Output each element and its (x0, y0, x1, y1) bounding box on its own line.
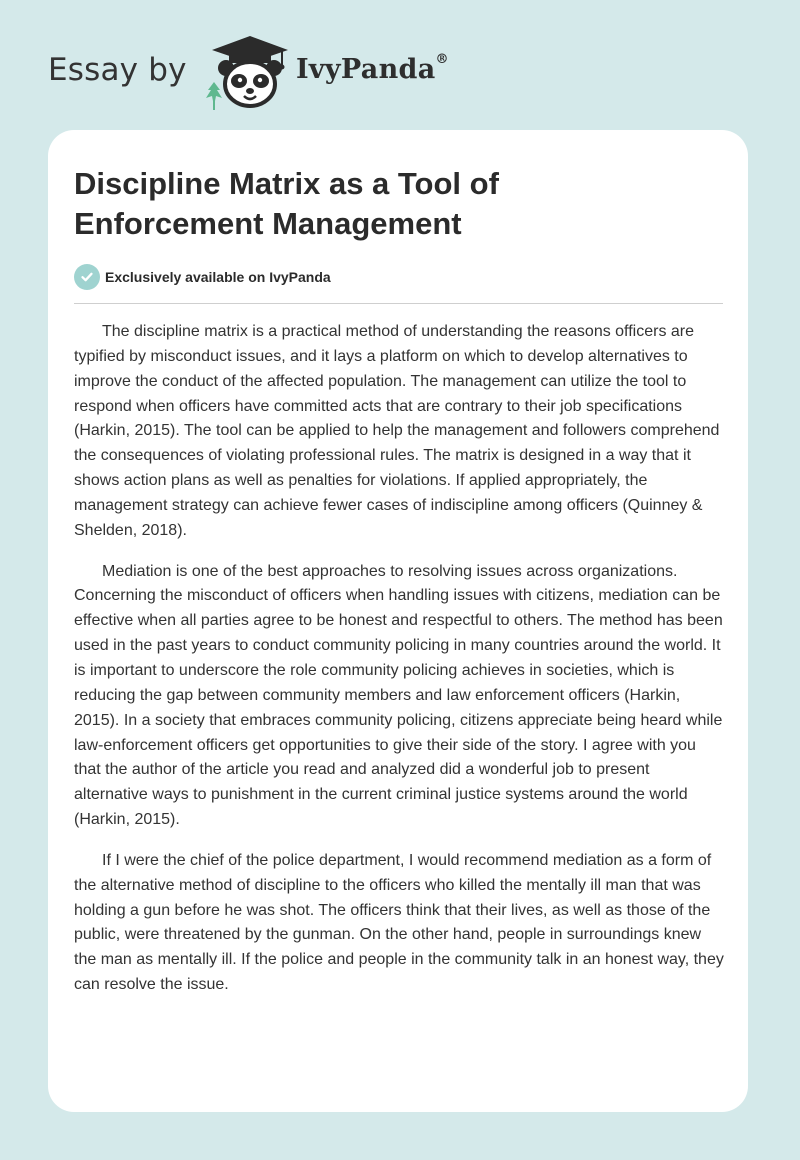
paragraph: Mediation is one of the best approaches to resolving issues across organizations. Concerning the misconduct of officers when handling issues with citizens, mediation can be effective when all parties agree to be honest and respectful to others. The method has been used in the past years to conduct community policing in many countries around the world. It is important to underscore the role community policing achieves in societies, which is reducing the gap between community members and law enforcement officers (Harkin, 2015). In a society that embraces community policing, citizens appreciate being heard while law-enforcement officers get opportunities to give their side of the story. I agree with you that the author of the article you read and analyzed did a wonderful job to present alternative ways to punishment in the current criminal justice systems around the world (Harkin, 2015). (74, 562, 723, 829)
brand-name[interactable] (296, 54, 449, 85)
exclusive-badge (74, 264, 331, 290)
trademark-symbol: ® (435, 52, 449, 67)
essay-body (74, 320, 724, 1014)
check-circle-icon (74, 264, 100, 290)
brand-label: IvyPanda (296, 54, 436, 85)
essay-card (48, 130, 748, 1112)
exclusive-badge-label: Exclusively available on IvyPanda (105, 269, 331, 285)
site-header (48, 30, 508, 110)
panda-graduate-icon[interactable] (202, 34, 298, 110)
essay-by-label: Essay by (48, 52, 187, 88)
divider (74, 303, 723, 304)
paragraph: If I were the chief of the police department, I would recommend mediation as a form of the alternative method of discipline to the officers who killed the mentally ill man that was holding a gun before he was shot. The officers think that their lives, as well as those of the public, were threatened by the gunman. On the other hand, people in surroundings knew the man as mentally ill. If the police and people in the community talk in an honest way, they can resolve the issue. (74, 851, 724, 994)
paragraph: The discipline matrix is a practical method of understanding the reasons officers are typified by misconduct issues, and it lays a platform on which to develop alternatives to improve the conduct of the affected population. The management can utilize the tool to respond when officers have committed acts that are contrary to their job specifications (Harkin, 2015). The tool can be applied to help the management and followers comprehend the consequences of violating professional rules. The matrix is designed in a way that it shows action plans as well as penalties for violations. If applied appropriately, the management strategy can achieve fewer cases of indiscipline among officers (Quinney & Shelden, 2018). (74, 323, 720, 539)
page-title: Discipline Matrix as a Tool of Enforcement Management (74, 166, 499, 241)
